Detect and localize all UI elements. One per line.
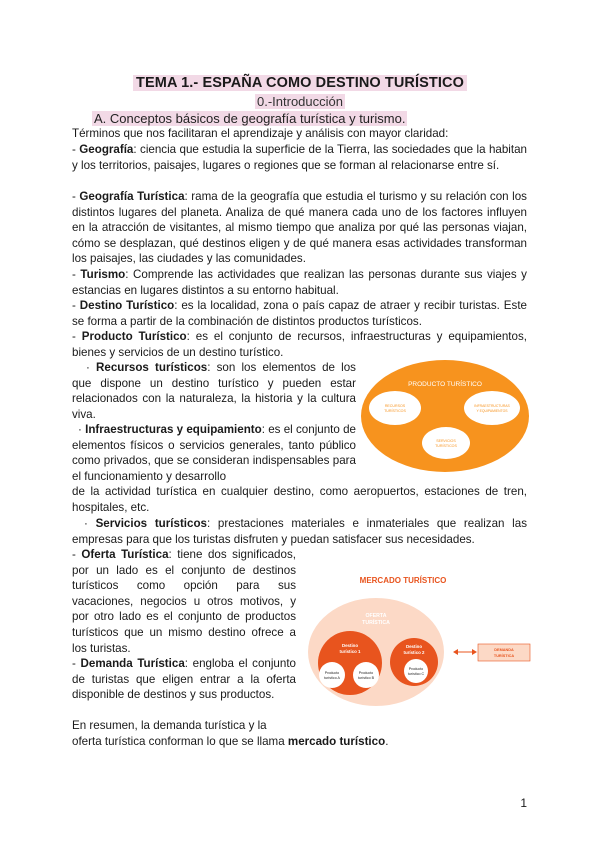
demanda-label-2: TURÍSTICA xyxy=(493,654,515,658)
section-heading: A. Conceptos básicos de geografía turística y turismo. xyxy=(94,111,406,126)
recursos-label-2: TURÍSTICOS xyxy=(384,409,406,413)
page-title: TEMA 1.- ESPAÑA COMO DESTINO TURÍSTICO xyxy=(0,74,600,92)
destino2-label-2: turístico 2 xyxy=(403,650,425,655)
demanda-box xyxy=(478,644,530,661)
servicios-bubble xyxy=(422,427,470,459)
productoC-label-1: Producto xyxy=(408,667,424,671)
def-destino: - Destino Turístico: es la localidad, zona o país capaz de atraer y recibir turistas. Este se forma a partir de la combinación de distintos productos turísticos. xyxy=(72,299,527,328)
infraestructuras-bubble xyxy=(464,391,520,425)
mercado-arrow-left xyxy=(453,649,458,655)
destino1-label-2: turístico 1 xyxy=(339,649,361,654)
destino2-label-1: Destino xyxy=(405,644,423,649)
mercado-title: MERCADO TURÍSTICO xyxy=(359,576,447,585)
productoB-label-2: turístico B xyxy=(358,676,374,680)
page-number: 1 xyxy=(520,796,527,810)
productoC-label-2: turístico C xyxy=(407,672,425,676)
intro-paragraph: Términos que nos facilitaran el aprendizaje y análisis con mayor claridad: xyxy=(72,127,449,140)
def-producto: - Producto Turístico: es el conjunto de recursos, infraestructuras y equipamientos, bienes y servicios de un destino turístico. xyxy=(72,330,527,359)
infraestructuras-label-2: Y EQUIPAMIENTOS xyxy=(476,409,508,413)
producto-turistico-diagram xyxy=(357,358,532,478)
page-subtitle: 0.-Introducción xyxy=(257,94,343,109)
servicios-label-1: SERVICIOS xyxy=(436,439,456,443)
recursos-label-1: RECURSOS xyxy=(384,404,406,408)
productoB-circle xyxy=(353,662,379,688)
mercado-arrow-right xyxy=(472,649,477,655)
def-demanda: - Demanda Turística: engloba el conjunto de turistas que eligen entrar a la oferta disponible de destinos y sus productos. xyxy=(72,657,296,702)
productoC-circle xyxy=(404,659,428,683)
productoA-circle xyxy=(319,662,345,688)
oferta-label-1: OFERTA xyxy=(365,613,387,619)
oferta-label-2: TURÍSTICA xyxy=(362,620,390,626)
def-servicios: · Servicios turísticos: prestaciones materiales e inmateriales que realizan las empresas para que los turistas disfruten y puedan satisfacer sus necesidades. xyxy=(72,517,527,546)
productoB-label-1: Producto xyxy=(358,671,374,675)
recursos-bubble xyxy=(369,391,421,425)
destino1-label-1: Destino xyxy=(341,643,359,648)
infraestructuras-label-1: INFRAESTRUCTURAS xyxy=(474,404,510,408)
demanda-label-1: DEMANDA xyxy=(494,648,514,652)
summary-paragraph: En resumen, la demanda turística y la oferta turística conforman lo que se llama mercado turístico. xyxy=(72,719,389,748)
productoA-label-2: turístico A xyxy=(324,676,340,680)
def-oferta: - Oferta Turística: tiene dos significados, por un lado es el conjunto de destinos turísticos como opción para sus vacaciones, negocios u otros motivos, y por otro lado es el conjunto de productos turísticos que un mismo destino ofrece a los turistas. xyxy=(72,548,296,655)
def-recursos: · Recursos turísticos: son los elementos de los que dispone un destino turístico y pueden estar relacionados con la naturaleza, la historia y la cultura viva. xyxy=(72,361,356,421)
def-infraestructuras-continuation: de la actividad turística en cualquier destino, como aeropuertos, estaciones de tren, hospitales, etc. xyxy=(72,485,527,514)
def-geografia-turistica: - Geografía Turística: rama de la geografía que estudia el turismo y su relación con los distintos lugares del planeta. Analiza de qué manera cada uno de los factores influyen en la atracción de visitantes, al mismo tiempo que analiza por qué las personas viajan, cómo se desplazan, qué destinos eligen y de qué manera esas actividades transforman los paisajes, las ciudades y las comunidades. xyxy=(72,190,527,266)
diagram-title: PRODUCTO TURÍSTICO xyxy=(408,381,482,388)
productoA-label-1: Producto xyxy=(324,671,340,675)
mercado-turistico-diagram xyxy=(306,567,534,717)
def-infraestructuras: · Infraestructuras y equipamiento: es el conjunto de elementos físicos o servicios generales, tanto público como privados, que se consideran indispensables para el funcionamiento y desarrollo xyxy=(72,423,356,483)
servicios-label-2: TURÍSTICOS xyxy=(435,444,457,448)
def-turismo: - Turismo: Comprende las actividades que realizan las personas durante sus viajes y estancias en lugares distintos a su entorno habitual. xyxy=(72,268,527,297)
def-geografia: - Geografía: ciencia que estudia la superficie de la Tierra, las sociedades que la habitan y los territorios, paisajes, lugares o regiones que se forman al relacionarse entre sí. xyxy=(72,143,527,172)
